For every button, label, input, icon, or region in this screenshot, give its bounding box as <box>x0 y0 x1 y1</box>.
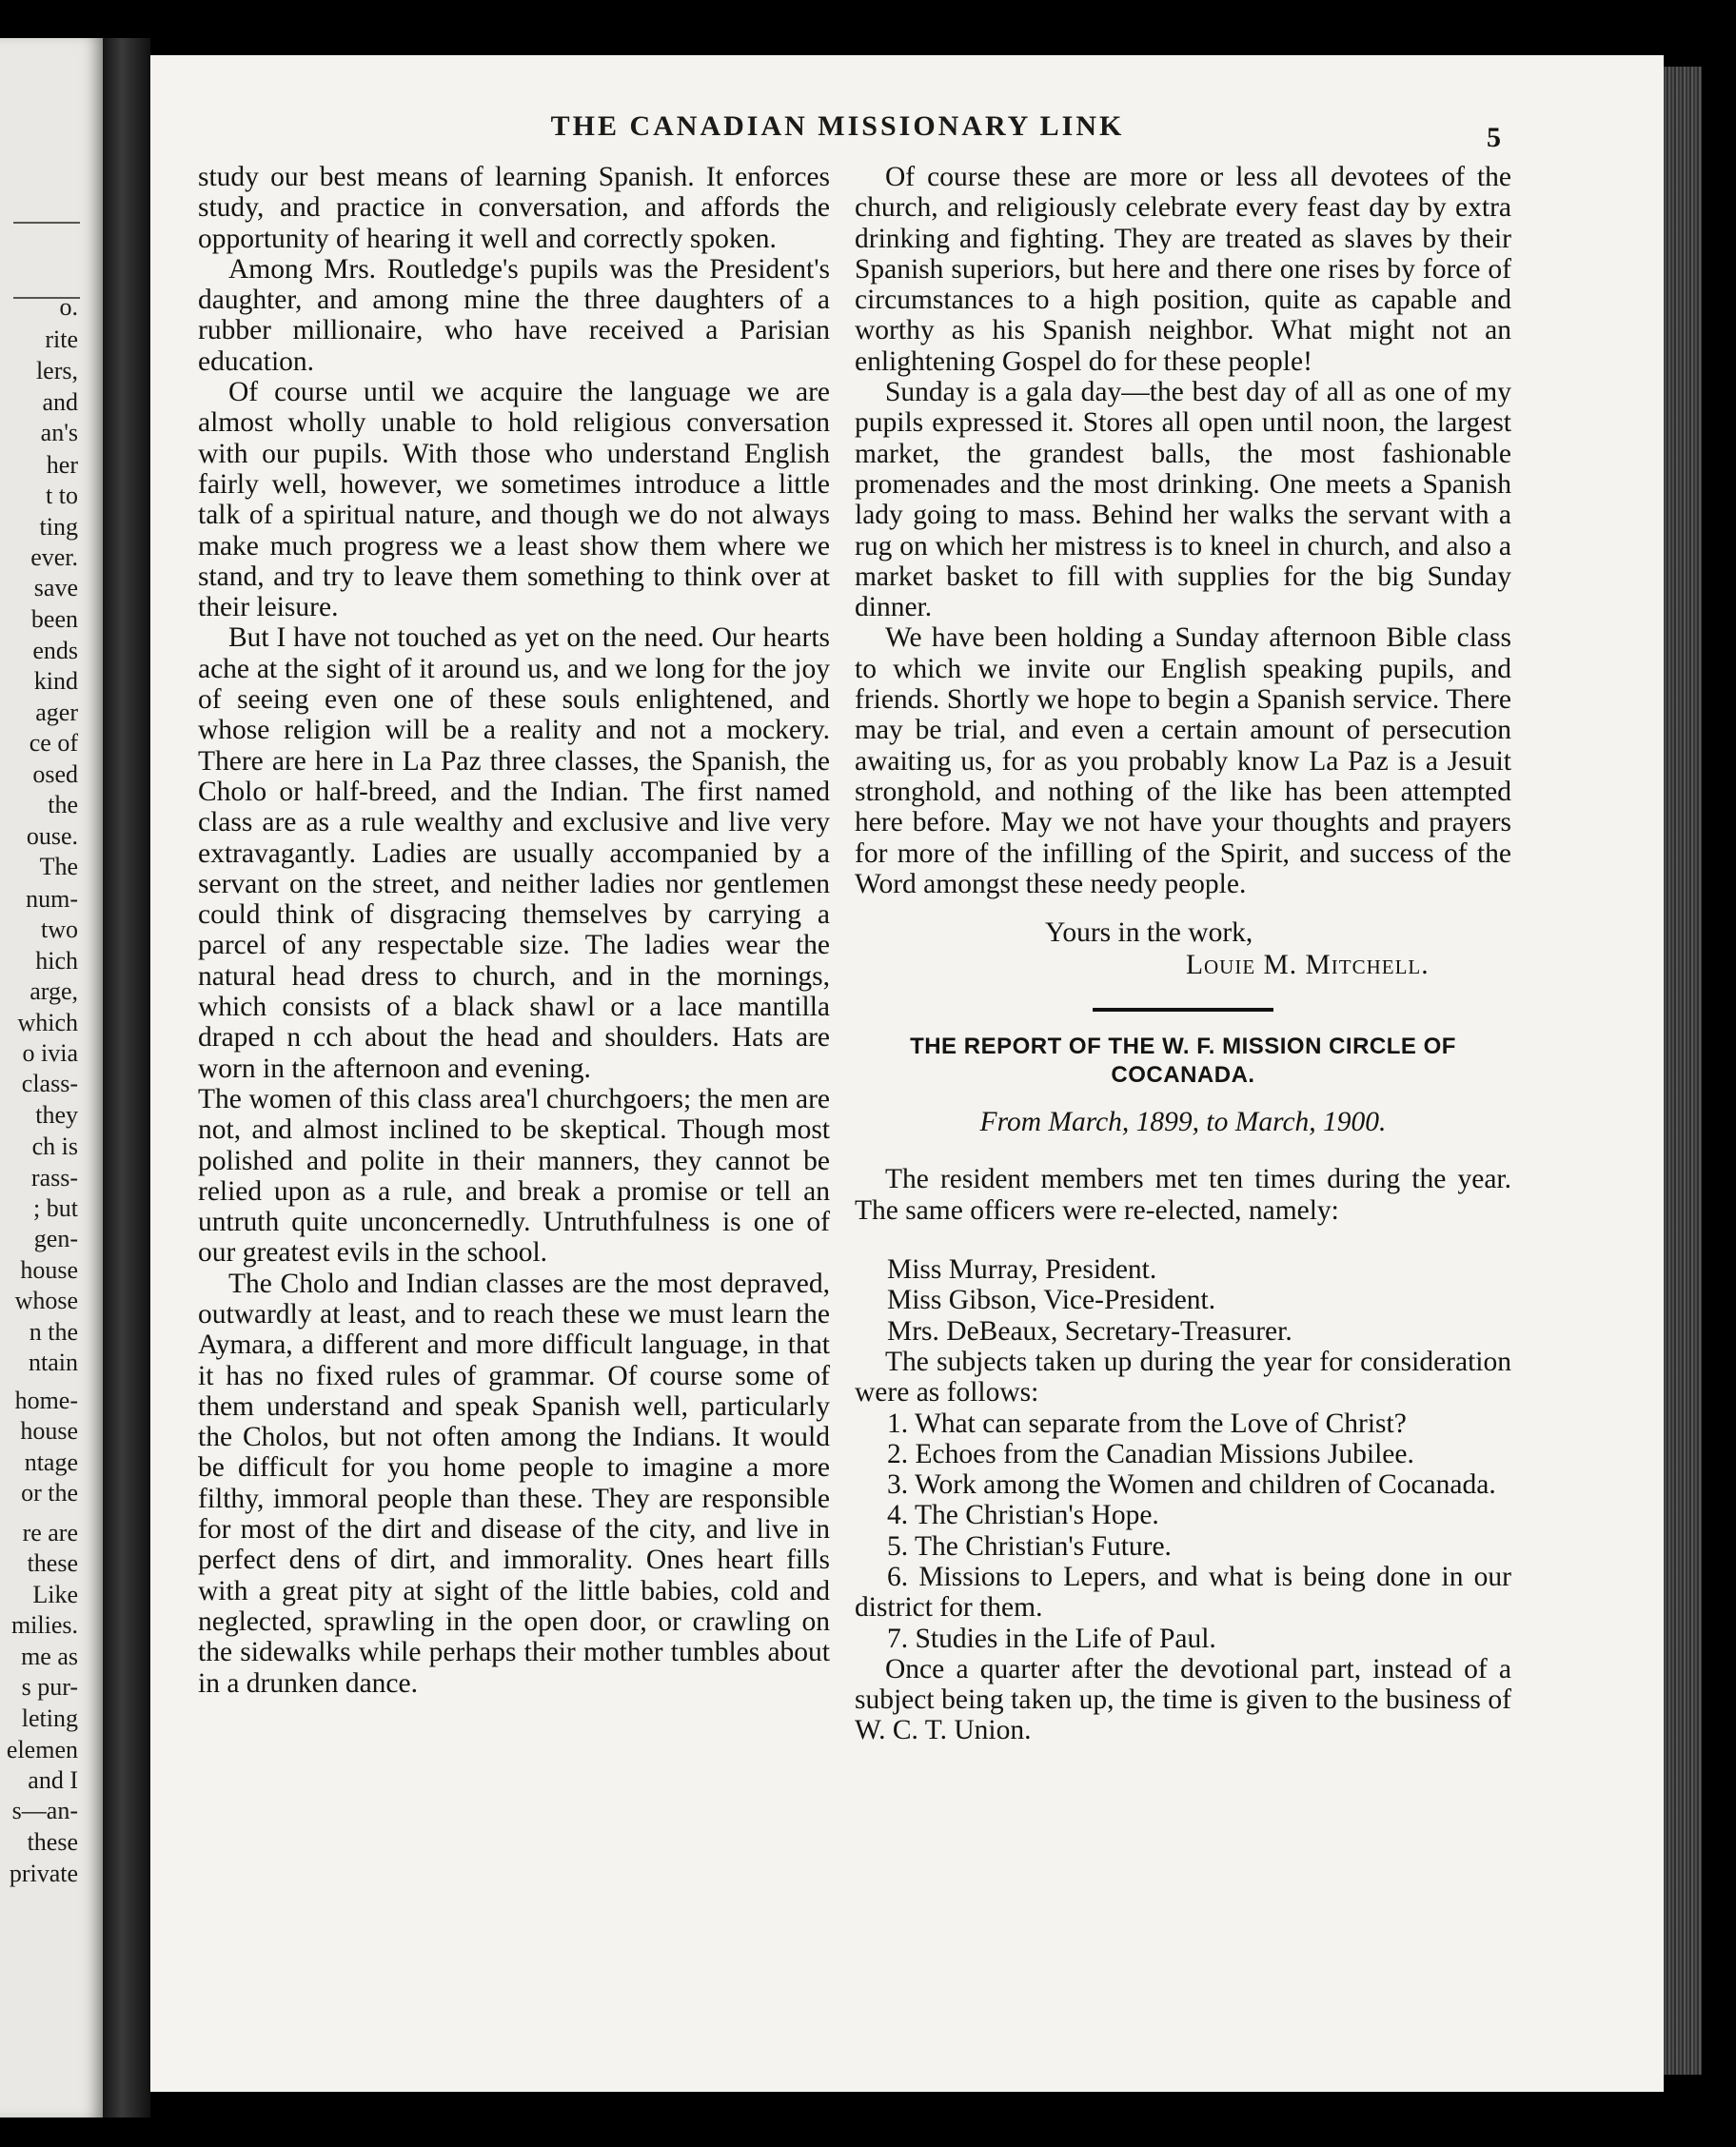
left-page-fragment-line: o ivia <box>22 1039 78 1067</box>
left-page-fragment-line: ever. <box>30 543 78 571</box>
officer-list <box>855 1254 1511 1347</box>
left-page-fragment-line: and <box>42 388 78 416</box>
left-page-rule <box>13 222 80 224</box>
left-page-fragment <box>0 38 103 2117</box>
left-page-fragment-line: the <box>48 791 78 818</box>
page-edge <box>1664 67 1702 2075</box>
left-page-fragment-line: re are <box>22 1519 78 1546</box>
paragraph: But I have not touched as yet on the need. Our hearts ache at the sight of it around us, and we long for the joy of seeing even one of these souls enlightened, and whose religion will be a reality and not a mockery. There are here in La Paz three classes, the Spanish, the Cholo or half-breed, and the Indian. The first named class are as a rule wealthy and exclusive and live very extravagantly. Ladies are usually accompanied by a servant on the street, and neither ladies nor gentlemen could think of disgracing themselves by carrying a parcel of any respectable size. The ladies wear the natural head dress to church, and in the mornings, which consists of a black shawl or a lace mantilla draped n cch about the head and shoulders. Hats are worn in the afternoon and evening. <box>198 622 830 1084</box>
subject-item: 1. What can separate from the Love of Christ? <box>887 1408 1407 1439</box>
paragraph: Of course until we acquire the language we are almost wholly unable to hold religious conversation with our pupils. With those who understand English fairly well, however, we sometimes introduce a little talk of a spiritual nature, and though we do not always make much progress we a least show them where we stand, and try to leave them something to think over at their leisure. <box>198 377 830 623</box>
left-page-fragment-line: rite <box>45 325 78 353</box>
left-page-fragment-line: two <box>41 916 78 943</box>
left-page-fragment-line: whose <box>14 1287 78 1314</box>
page-number: 5 <box>1487 122 1501 153</box>
letter-closing <box>855 916 1511 981</box>
left-page-fragment-line: Like <box>32 1581 78 1608</box>
subject-item: 2. Echoes from the Canadian Missions Jubilee. <box>887 1438 1414 1469</box>
subject-item: 6. Missions to Lepers, and what is being done in our district for them. <box>855 1561 1511 1624</box>
left-page-fragment-line: save <box>33 574 78 601</box>
left-page-fragment-line: osed <box>32 760 78 788</box>
subject-item: 3. Work among the Women and children of Cocanada. <box>887 1469 1496 1501</box>
left-page-fragment-line: house <box>20 1256 78 1284</box>
report-title-line: COCANADA. <box>1111 1062 1255 1089</box>
left-page-fragment-line: been <box>30 605 78 633</box>
left-page-fragment-line: her <box>46 451 78 479</box>
right-column <box>855 162 1511 1746</box>
running-title: THE CANADIAN MISSIONARY LINK <box>550 110 1125 142</box>
left-page-fragment-line: and I <box>28 1766 78 1794</box>
left-page-fragment-line: ch is <box>31 1133 78 1160</box>
left-column <box>198 162 830 1699</box>
report-dates: From March, 1899, to March, 1900. <box>979 1107 1387 1138</box>
left-page-fragment-line: n the <box>29 1318 78 1346</box>
report-title <box>855 1033 1511 1090</box>
left-page-fragment-line: rass- <box>30 1164 78 1192</box>
closing-paragraph: Once a quarter after the devotional part, instead of a subject being taken up, the time is given to the business of W. C. T. Union. <box>855 1653 1511 1746</box>
left-page-fragment-line: lers, <box>35 357 78 384</box>
left-page-fragment-line: s—an- <box>11 1797 78 1824</box>
left-page-fragment-line: elemen <box>6 1736 78 1763</box>
left-page-fragment-line: ager <box>35 699 78 726</box>
left-page-fragment-line: t to <box>46 482 78 509</box>
paragraph: Of course these are more or less all devotees of the church, and religiously celebrate every feast day by extra drinking and fighting. They are treated as slaves by their Spanish superiors, but here and there one rises by force of circumstances to a high position, quite as capable and worthy as his Spanish neighbor. What might not an enlightening Gospel do for these people! <box>855 162 1511 377</box>
left-page-fragment-line: private <box>9 1860 78 1887</box>
report-title-line: THE REPORT OF THE W. F. MISSION CIRCLE OF <box>910 1034 1456 1060</box>
left-page-fragment-line: me as <box>21 1643 78 1670</box>
subject-list <box>855 1408 1511 1654</box>
left-page-fragment-line: ntain <box>29 1349 78 1376</box>
left-page-fragment-line: home- <box>14 1387 78 1414</box>
paragraph: The Cholo and Indian classes are the most depraved, outwardly at least, and to reach these we must learn the Aymara, a different and more difficult language, in that it has no fixed rules of grammar. Of course some of them understand and speak Spanish well, particularly the Cholos, but not often among the Indians. It would be difficult for you home people to imagine a more filthy, immoral people than these. They are responsible for most of the dirt and disease of the city, and live in perfect dens of dirt, and immorality. Ones heart fills with a great pity at sight of the little babies, cold and neglected, sprawling in the open door, or crawling on the sidewalks while perhaps their mother tumbles about in a drunken dance. <box>198 1268 830 1699</box>
left-page-fragment-line: num- <box>26 885 78 913</box>
officer-item: Mrs. DeBeaux, Secretary-Treasurer. <box>887 1315 1292 1347</box>
left-page-fragment-line: gen- <box>33 1225 78 1252</box>
left-page-fragment-line: which <box>17 1009 78 1036</box>
left-page-fragment-line: or the <box>21 1479 78 1507</box>
left-page-fragment-line: kind <box>33 667 78 695</box>
left-page-fragment-line: class- <box>21 1070 78 1097</box>
left-page-fragment-line: leting <box>21 1704 78 1732</box>
subject-item: 7. Studies in the Life of Paul. <box>887 1623 1216 1654</box>
paragraph: study our best means of learning Spanish. It enforces study, and practice in conversation, and affords the opportunity of hearing it well and correctly spoken. <box>198 162 830 254</box>
left-page-fragment-line: The <box>39 853 78 880</box>
left-page-fragment-line: house <box>20 1417 78 1445</box>
left-page-fragment-line: milies. <box>10 1611 78 1639</box>
left-page-fragment-line: ; but <box>33 1194 78 1222</box>
left-page-fragment-line: these <box>27 1828 78 1856</box>
left-page-fragment-line: ntage <box>24 1448 78 1476</box>
left-page-fragment-line: s pur- <box>21 1673 78 1701</box>
left-page-fragment-line: ends <box>32 637 78 664</box>
left-page-fragment-line: ting <box>39 513 78 541</box>
left-page-fragment-line: ce of <box>29 729 78 757</box>
left-page-fragment-line: o. <box>59 293 78 321</box>
officer-item: Miss Gibson, Vice-President. <box>887 1285 1216 1316</box>
closing-line: Yours in the work, <box>1045 917 1253 949</box>
paragraph: Among Mrs. Routledge's pupils was the President's daughter, and among mine the three daughters of a rubber millionaire, who have received a Parisian education. <box>198 253 830 377</box>
subjects-intro: The subjects taken up during the year for consideration were as follows: <box>855 1346 1511 1408</box>
left-page-fragment-line: arge, <box>30 977 78 1005</box>
signature: Louie M. Mitchell. <box>1186 950 1430 981</box>
subject-item: 5. The Christian's Future. <box>887 1530 1172 1562</box>
paragraph: The women of this class area'l churchgoers; the men are not, and almost inclined to be skeptical. Though most polished and polite in their manners, they cannot be relied upon as a rule, and break a promise or tell an untruth quite unconcernedly. Untruthfulness is one of our greatest evils in the school. <box>198 1083 830 1269</box>
left-page-fragment-line: an's <box>40 419 78 446</box>
left-page-fragment-line: these <box>27 1549 78 1577</box>
section-divider <box>1093 1008 1273 1012</box>
left-page-fragment-line: ouse. <box>26 822 78 850</box>
paragraph: Sunday is a gala day—the best day of all as one of my pupils expressed it. Stores all open until noon, the largest market, the grandest balls, the most fashionable promenades and the most drinking. One meets a Spanish lady going to mass. Behind her walks the servant with a rug on which her mistress is to kneel in church, and also a market basket to fill with supplies for the big Sunday dinner. <box>855 377 1511 623</box>
left-page-fragment-line: they <box>35 1101 78 1129</box>
report-intro: The resident members met ten times during the year. The same officers were re-elected, namely: <box>855 1164 1511 1226</box>
left-page-fragment-line: hich <box>35 947 78 975</box>
subject-item: 4. The Christian's Hope. <box>887 1500 1159 1531</box>
officer-item: Miss Murray, President. <box>887 1254 1157 1286</box>
paragraph: We have been holding a Sunday afternoon Bible class to which we invite our English speaking pupils, and friends. Shortly we hope to begin a Spanish service. There may be trial, and even a certain amount of persecution awaiting us, for as you probably know La Paz is a Jesuit stronghold, and nothing of the like has been attempted here before. May we not have your thoughts and prayers for more of the infilling of the Spirit, and success of the Word amongst these needy people. <box>855 622 1511 899</box>
book-gutter <box>103 38 150 2117</box>
